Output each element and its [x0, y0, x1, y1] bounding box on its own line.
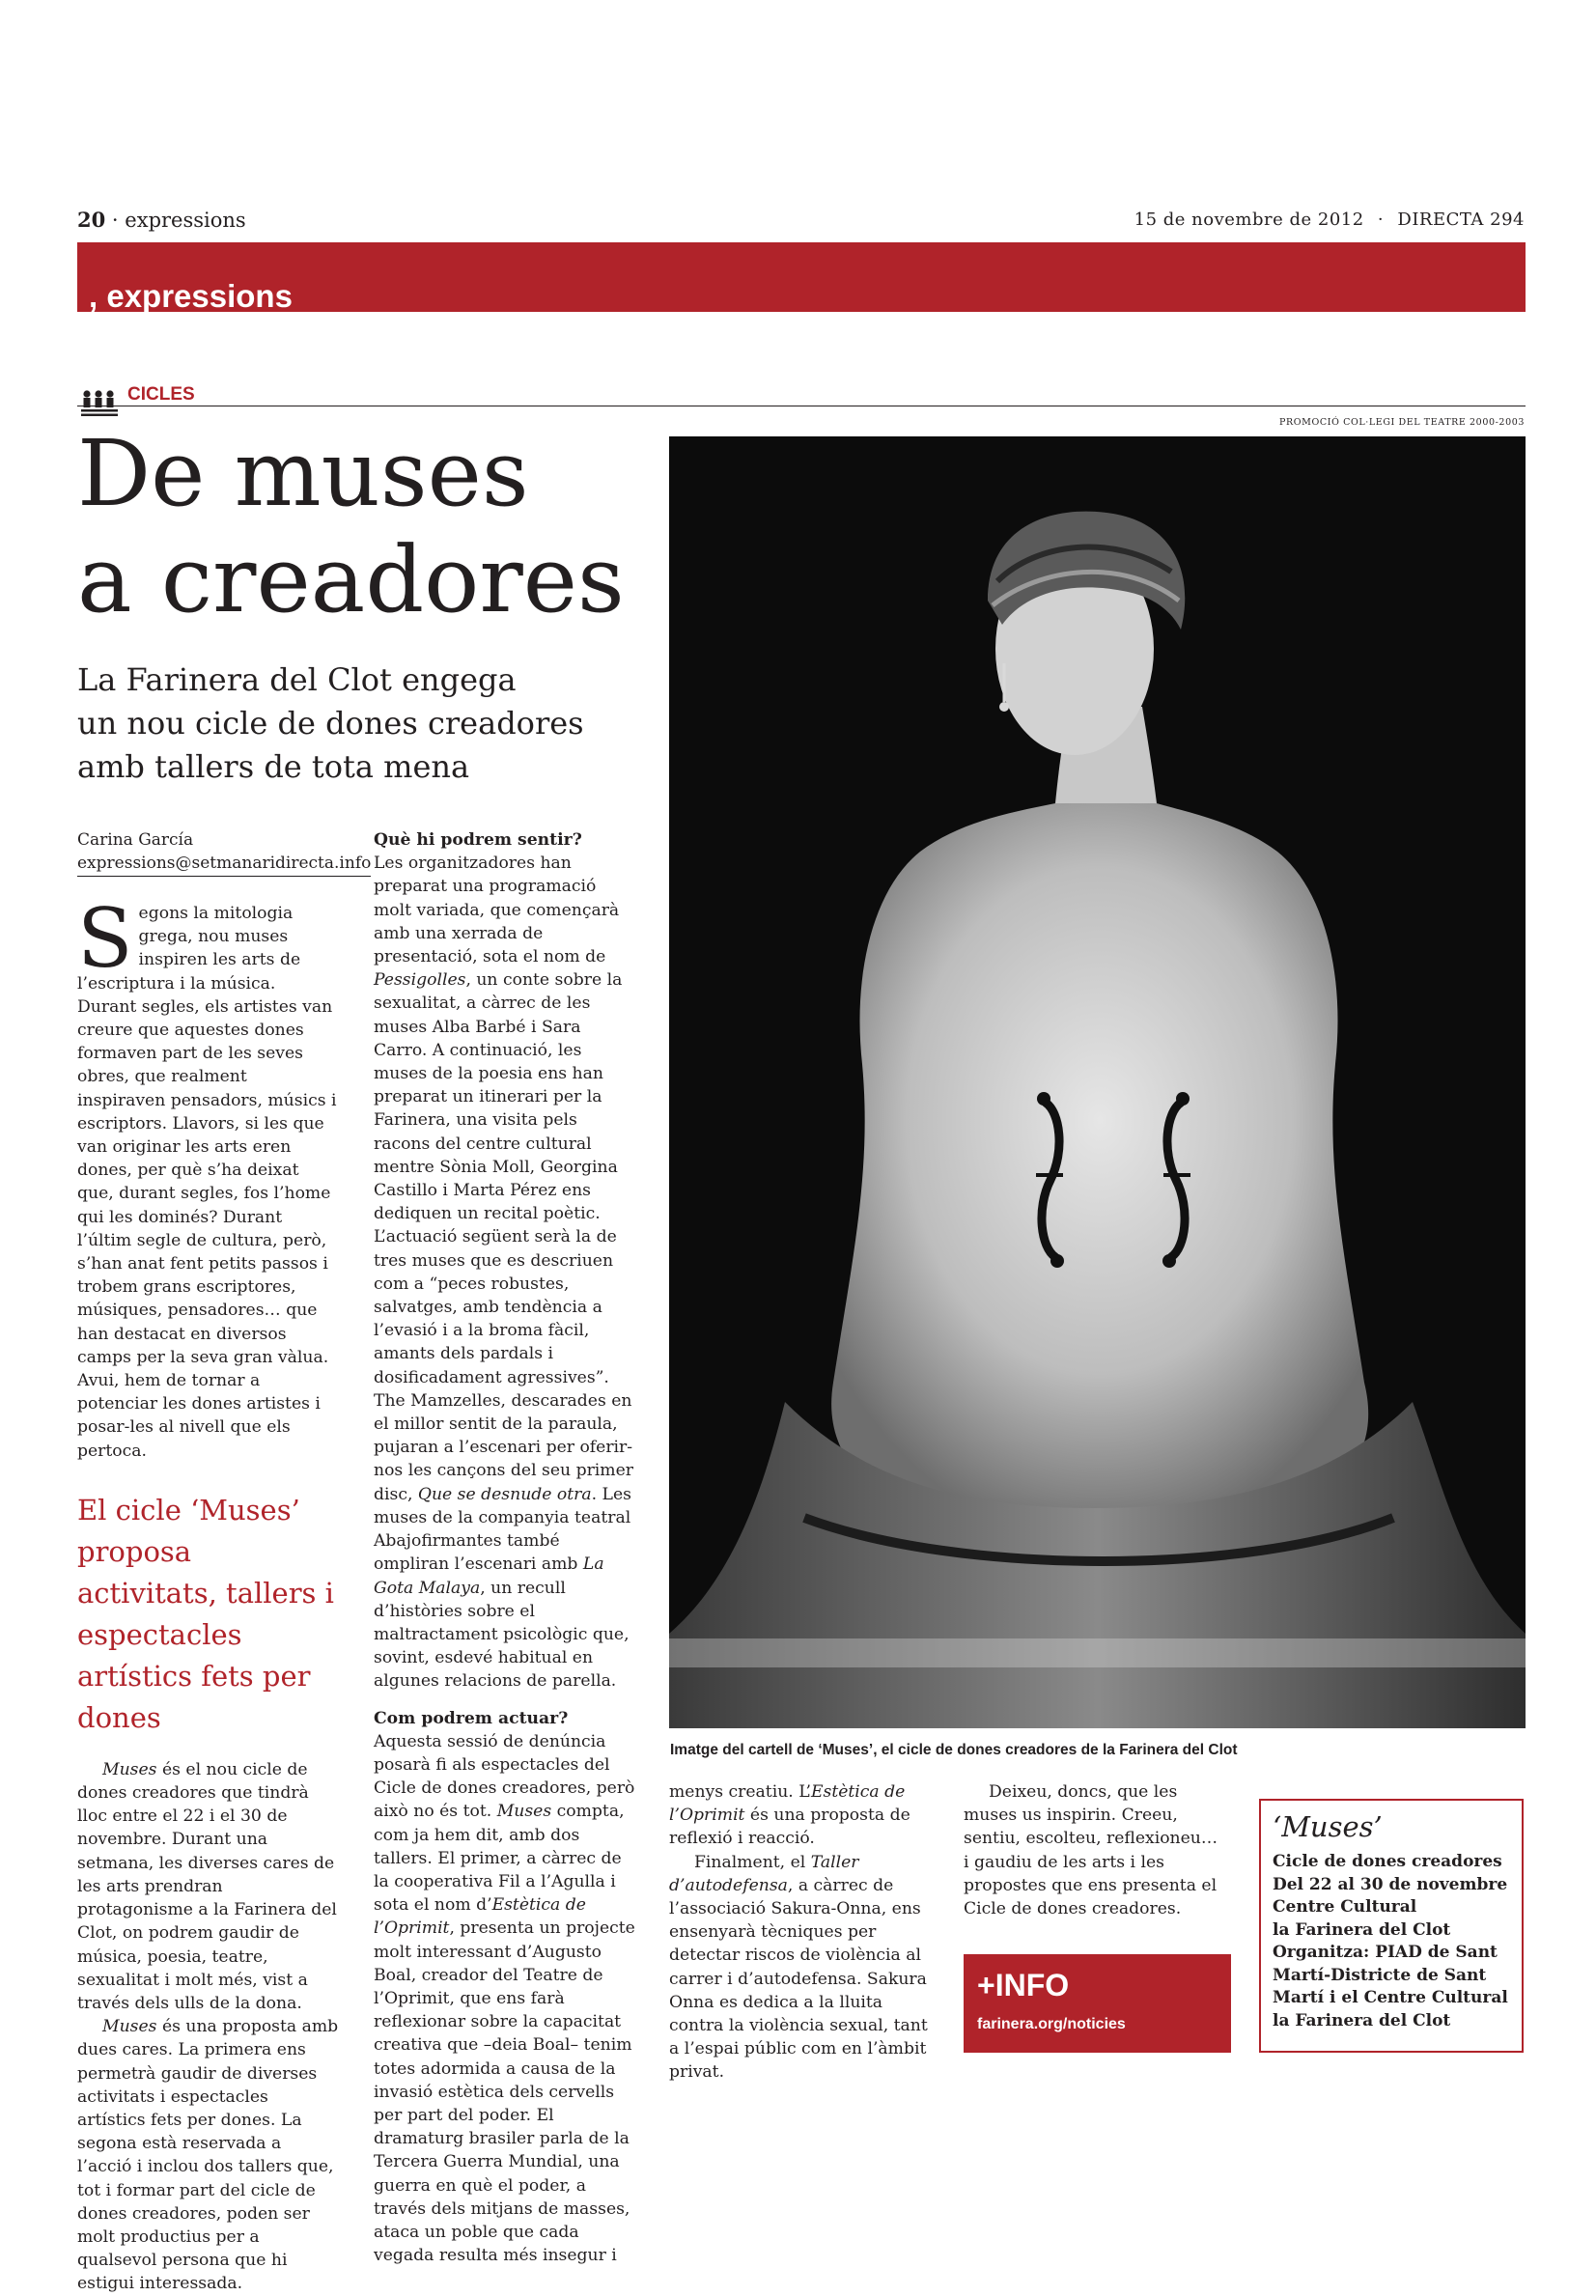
header-bullet: ·	[1377, 210, 1385, 230]
p6-em: Estètica de l’Oprimit	[669, 1782, 906, 1826]
headline-line-1: De muses	[77, 421, 529, 527]
subheadline	[77, 658, 618, 789]
fact-line: Organitza: PIAD de Sant	[1273, 1943, 1498, 1962]
fact-line: Martí i el Centre Cultural	[1273, 1988, 1508, 2007]
category-label: CICLES	[127, 384, 195, 405]
subheadline-line-2: un nou cicle de dones creadores	[77, 705, 584, 742]
paragraph-4	[374, 852, 636, 1693]
event-fact-box	[1259, 1799, 1524, 2053]
p6-b: és una proposta de reflexió i reacció.	[669, 1806, 910, 1849]
p5-c: , presenta un projecte molt interessant d’Augusto Boal, creador del Teatre de l’Oprimit, que ens farà reflexionar sobre la capacitat creativa que –deia Boal– tenim totes adormida a causa de la invasió estètica dels cervells per part del poder. El dramaturg brasiler parla de la Tercera Guerra Mundial, una guerra en què el poder, a través dels mitjans de masses, ataca un poble que cada vegada resulta més insegur i	[374, 1918, 635, 2266]
issue-date: 15 de novembre de 2012	[1134, 210, 1364, 230]
paragraph-5	[374, 1730, 636, 2268]
paragraph-2-title: Muses	[102, 1759, 157, 1779]
fact-line: Centre Cultural	[1273, 1897, 1417, 1917]
p4-em-b: Que se desnude otra	[417, 1484, 592, 1504]
subheading-2: Com podrem actuar?	[374, 1708, 569, 1728]
paragraph-3-text: és una proposta amb dues cares. La primera ens permetrà gaudir de diverses activitats i espectacles artístics fets per dones. La segona està reservada a l’acció i inclou dos tallers que, tot i formar part del cicle de dones creadores, poden ser molt productius per a qualsevol persona que hi estigui interessada.	[77, 2017, 339, 2294]
fact-line: Cicle de dones creadores	[1273, 1852, 1502, 1871]
header-separator: ·	[111, 209, 119, 232]
photo-caption: Imatge del cartell de ‘Muses’, el cicle de dones creadores de la Farinera del Clot	[670, 1742, 1238, 1758]
p4-b: , un conte sobre la sexualitat, a càrrec de les muses Alba Barbé i Sara Carro. A continuació, les muses de la poesia ens han preparat un itinerari per la Farinera, una visita pels racons del centre cultural mentre Sònia Moll, Georgina Castillo i Marta Pérez ens dediquen un recital poètic. L’actuació següent serà la de tres muses que es descriuen com a “peces robustes, salvatges, amb tendència a l’evasió i a la broma fàcil, amants dels pardals i dosificadament agressives”. The Mamzelles, descarades en el millor sentit de la paraula, pujaran a l’escenari per oferir-nos les cançons del seu primer disc,	[374, 970, 633, 1504]
paragraph-3-title: Muses	[102, 2017, 157, 2037]
subheadline-line-1: La Farinera del Clot engega	[77, 661, 517, 698]
article-column-2	[374, 828, 636, 2267]
more-info-link[interactable]: farinera.org/noticies	[977, 2016, 1126, 2032]
p7-a: Finalment, el	[694, 1852, 811, 1872]
paragraph-6	[669, 1780, 933, 1851]
intro-text: egons la mitologia grega, nou muses inspiren les arts de l’escriptura i la música. Durant segles, els artistes van creure que aquestes dones formaven part de les seves obres, que realment inspiraven pensadors, músics i escriptors. Llavors, si les que van originar les arts eren dones, per què s’ha deixat que, durant segles, fos l’home qui les dominés? Durant l’últim segle de cultura, però, s’han anat fent petits passos i trobem grans escriptores, músiques, pensadores… que han destacat en diversos camps per la seva gran vàlua. Avui, hem de tornar a potenciar les dones artistes i posar-les al nivell que els pertoca.	[77, 904, 337, 1461]
p5-a: Aquesta sessió de denúncia posarà fi als espectacles del Cicle de dones creadores, però això no és tot.	[374, 1731, 635, 1822]
byline	[77, 828, 372, 877]
page-header-right	[1134, 210, 1525, 230]
audience-icon	[79, 388, 122, 417]
page-header-left	[77, 208, 246, 232]
fact-line: Martí-Districte de Sant	[1273, 1965, 1487, 1985]
p4-c: . Les muses de la companyia teatral Abajofirmantes també ompliran l’escenari amb	[374, 1484, 631, 1575]
more-info-box[interactable]	[964, 1954, 1231, 2053]
p4-a: Les organitzadores han preparat una programació molt variada, que començarà amb una xerrada de presentació, sota el nom de	[374, 854, 620, 967]
headline	[77, 421, 657, 633]
p4-em-a: Pessigolles	[374, 970, 466, 991]
p5-em-b: Estètica de l’Oprimit	[374, 1895, 586, 1939]
article-column-3	[669, 1780, 933, 2085]
article-column-1	[77, 828, 372, 2296]
issue-number: DIRECTA 294	[1397, 210, 1525, 230]
p6-a: menys creatiu. L’	[669, 1782, 811, 1802]
paragraph-8: Deixeu, doncs, que les muses us inspirin. Creeu, sentiu, escolteu, reflexioneu… i gaudiu de les arts i les propostes que ens presenta el Cicle de dones creadores.	[964, 1782, 1218, 1919]
pull-quote: El cicle ‘Muses’ proposa activitats, tallers i espectacles artístics fets per dones	[77, 1493, 334, 1734]
section-banner	[77, 242, 1526, 312]
article-column-4	[964, 1780, 1227, 1920]
intro-paragraph	[77, 891, 340, 1463]
headline-line-2: a creadores	[77, 527, 625, 633]
header-section: expressions	[125, 209, 246, 232]
more-info-title: +INFO	[977, 1968, 1070, 2002]
paragraph-7	[669, 1851, 933, 2085]
p7-em: Taller d’autodefensa	[669, 1852, 859, 1895]
p4-em-c: La Gota Malaya	[374, 1554, 604, 1598]
subheading-1: Què hi podrem sentir?	[374, 830, 582, 850]
paragraph-2	[77, 1758, 340, 2015]
p5-em-a: Muses	[496, 1802, 552, 1822]
p7-b: , a càrrec de l’associació Sakura-Onna, ens ensenyarà tècniques per detectar riscos de violència al carrer i d’autodefensa. Sakura Onna es dedica a la lluita contra la violència sexual, tant a l’espai públic com en l’àmbit privat.	[669, 1875, 928, 2083]
p5-b: compta, com ja hem dit, amb dos tallers. El primer, a càrrec de la cooperativa Fil a l’Agulla i sota el nom d’	[374, 1802, 625, 1916]
fact-line: Del 22 al 30 de novembre	[1273, 1874, 1508, 1894]
article-photo	[669, 436, 1526, 1728]
paragraph-3	[77, 2015, 340, 2295]
photo-credit: PROMOCIÓ COL·LEGI DEL TEATRE 2000-2003	[1279, 417, 1525, 428]
section-banner-label: , expressions	[89, 278, 293, 314]
fact-line: la Farinera del Clot	[1273, 1919, 1451, 1940]
drop-cap: S	[77, 891, 133, 986]
author-email[interactable]: expressions@setmanaridirecta.info	[77, 852, 371, 877]
paragraph-2-text: és el nou cicle de dones creadores que tindrà lloc entre el 22 i el 30 de novembre. Durant una setmana, les diverses cares de les arts prendran protagonisme a la Farinera del Clot, on podrem gaudir de música, poesia, teatre, sexualitat i molt més, vist a través dels ulls de la dona.	[77, 1759, 337, 2013]
fact-box-title: ‘Muses’	[1273, 1810, 1383, 1843]
violin-back-photo	[669, 436, 1526, 1728]
p4-d: , un recull d’històries sobre el maltractament psicològic que, sovint, esdevé habitual en algunes relacions de parella.	[374, 1578, 630, 1692]
subheadline-line-3: amb tallers de tota mena	[77, 748, 470, 785]
author-name: Carina García	[77, 830, 194, 850]
fact-line: la Farinera del Clot	[1273, 2010, 1451, 2030]
page-number: 20	[77, 208, 106, 232]
